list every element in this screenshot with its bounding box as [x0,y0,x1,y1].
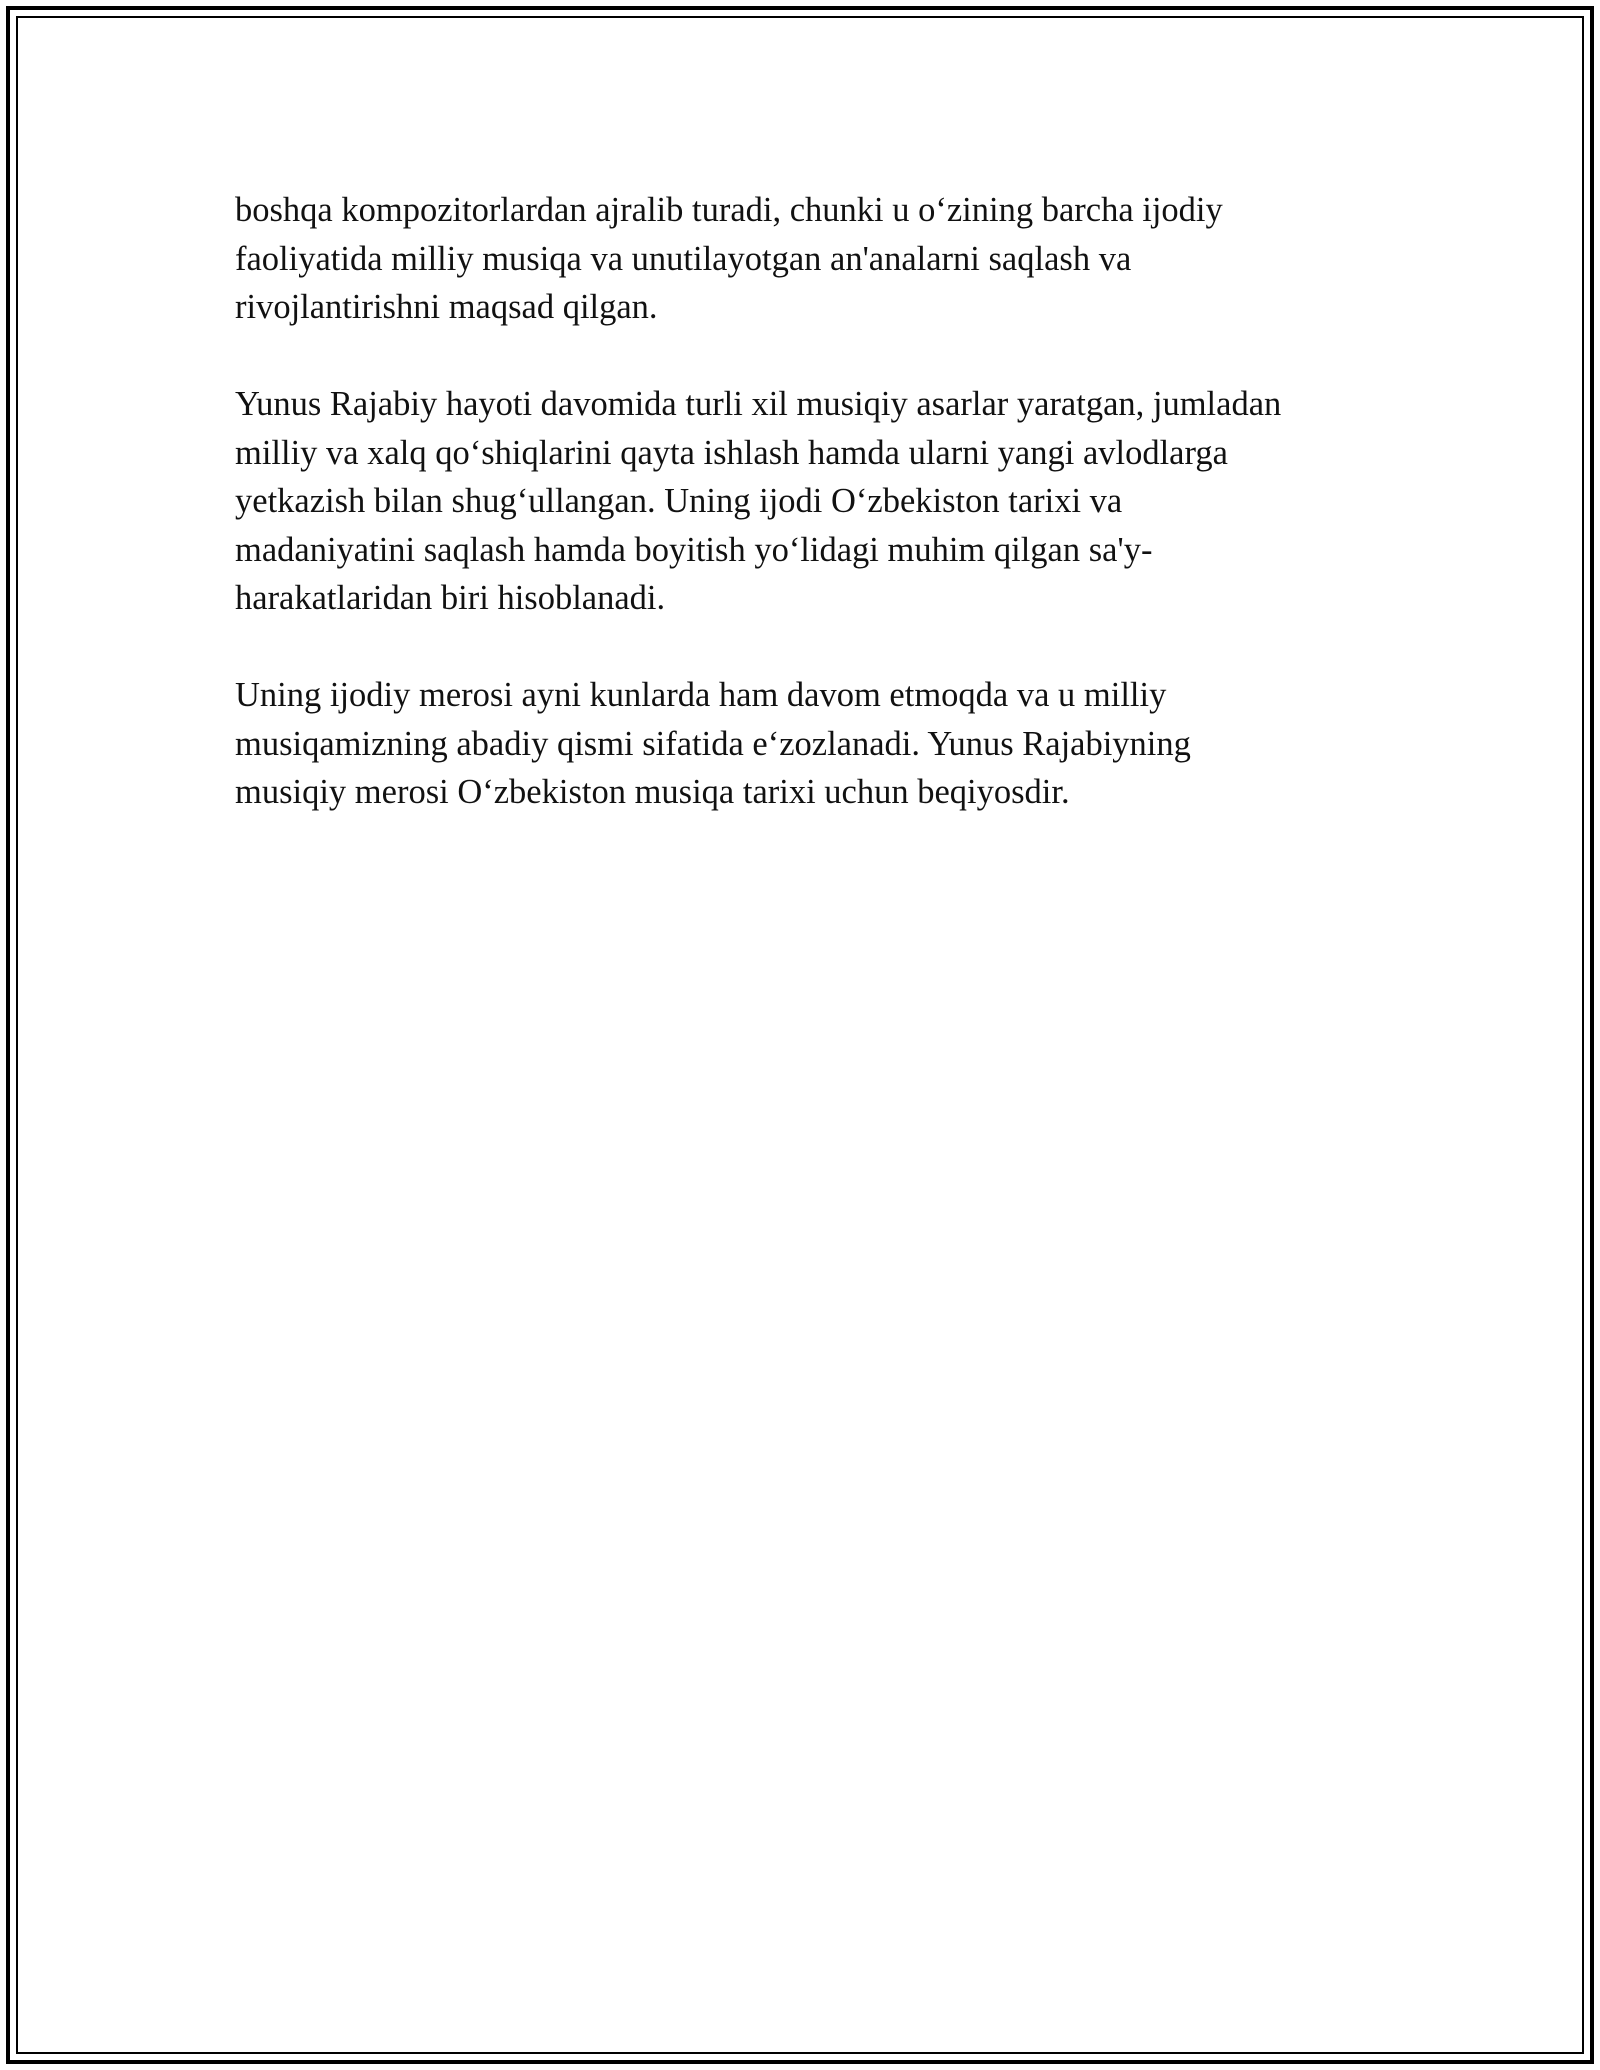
paragraph-2: Yunus Rajabiy hayoti davomida turli xil musiqiy asarlar yaratgan, jumladan milliy va xalq qo‘shiqlarini qayta ishlash hamda ularni yangi avlodlarga yetkazish bilan shug‘ullangan. Uning ijodi O‘zbekiston tarixi va madaniyatini saqlash hamda boyitish yo‘lidagi muhim qilgan sa'y- harakatlaridan biri hisoblanadi. [235,385,1282,617]
paragraph-3: Uning ijodiy merosi ayni kunlarda ham davom etmoqda va u milliy musiqamizning abadiy qismi sifatida e‘zozlanadi. Yunus Rajabiyning musiqiy merosi O‘zbekiston musiqa tarixi uchun beqiyosdir. [235,676,1191,811]
paragraph-1: boshqa kompozitorlardan ajralib turadi, chunki u o‘zining barcha ijodiy faoliyatida milliy musiqa va unutilayotgan an'analarni saqlash va rivojlantirishni maqsad qilgan. [235,191,1223,326]
document-body [235,186,1370,865]
